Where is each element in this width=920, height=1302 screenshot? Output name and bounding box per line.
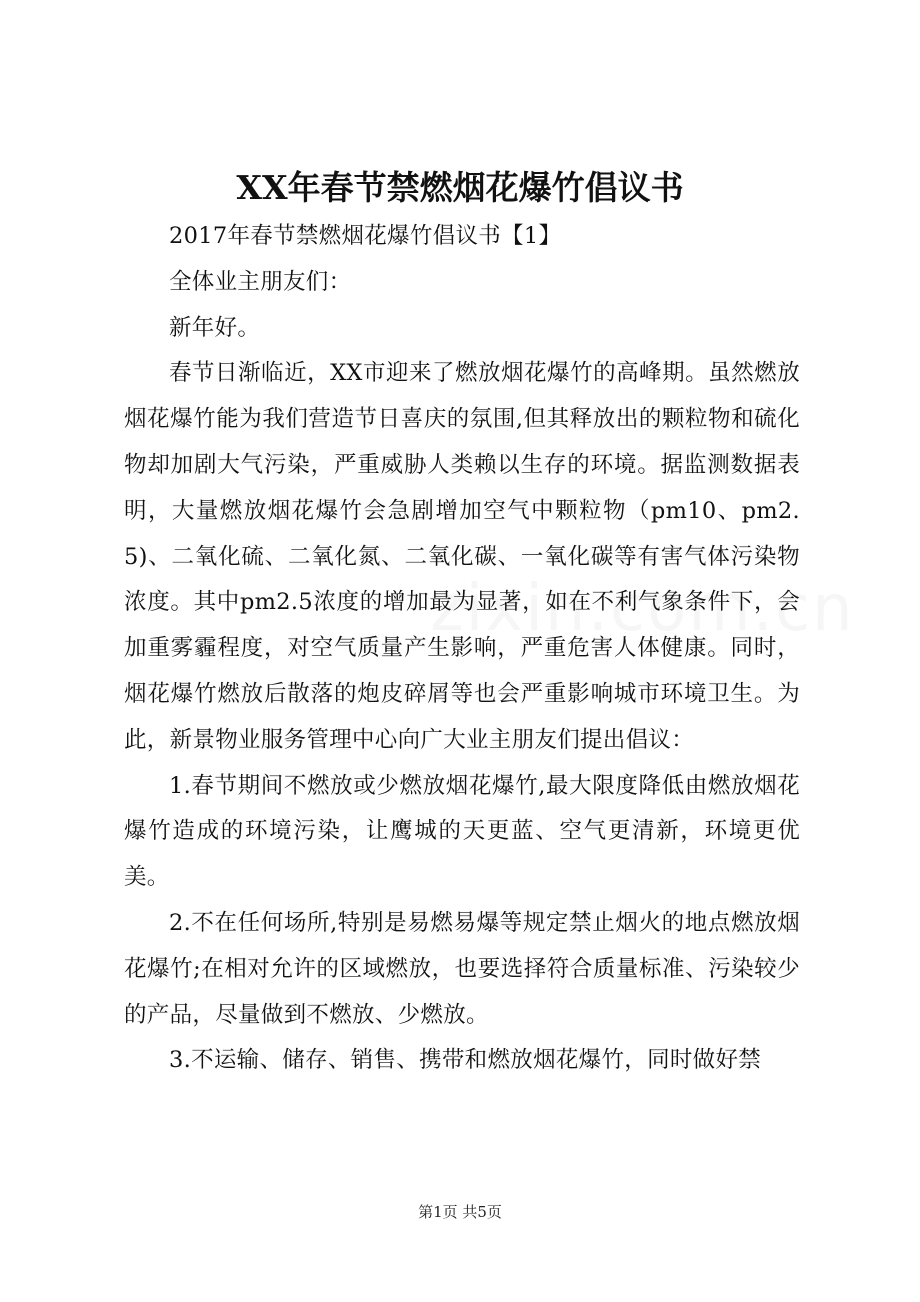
- subtitle-line: 2017年春节禁燃烟花爆竹倡议书【1】: [169, 223, 562, 249]
- greeting: 新年好。: [169, 314, 261, 341]
- page-footer: 第1页 共5页: [418, 1203, 502, 1221]
- body-paragraph: 春节日渐临近，XX市迎来了燃放烟花爆竹的高峰期。虽然燃放烟花爆竹能为我们营造节日喜庆的氛围,但其释放出的颗粒物和硫化物却加剧大气污染，严重威胁人类赖以生存的环境。据监测数据表明，大量燃放烟花爆竹会急剧增加空气中颗粒物（pm10、pm2.5)、二氧化硫、二氧化氮、二氧化碳、一氧化碳等有害气体污染物浓度。其中pm2.5浓度的增加最为显著，如在不利气象条件下，会加重雾霾程度，对空气质量产生影响，严重危害人体健康。同时，烟花爆竹燃放后散落的炮皮碎屑等也会严重影响城市环境卫生。为此，新景物业服务管理中心向广大业主朋友们提出倡议：: [124, 360, 800, 753]
- proposal-item-3: 3.不运输、储存、销售、携带和燃放烟花爆竹，同时做好禁: [169, 1047, 762, 1074]
- proposal-item-2: 2.不在任何场所,特别是易燃易爆等规定禁止烟火的地点燃放烟花爆竹;在相对允许的区域燃放，也要选择符合质量标准、污染较少的产品，尽量做到不燃放、少燃放。: [124, 909, 800, 1028]
- document-body: [124, 214, 800, 1084]
- salutation: 全体业主朋友们：: [169, 268, 352, 295]
- document-title: XX年春节禁燃烟花爆竹倡议书: [236, 168, 684, 207]
- proposal-item-1: 1.春节期间不燃放或少燃放烟花爆竹,最大限度降低由燃放烟花爆竹造成的环境污染，让鹰城的天更蓝、空气更清新，环境更优美。: [124, 772, 800, 891]
